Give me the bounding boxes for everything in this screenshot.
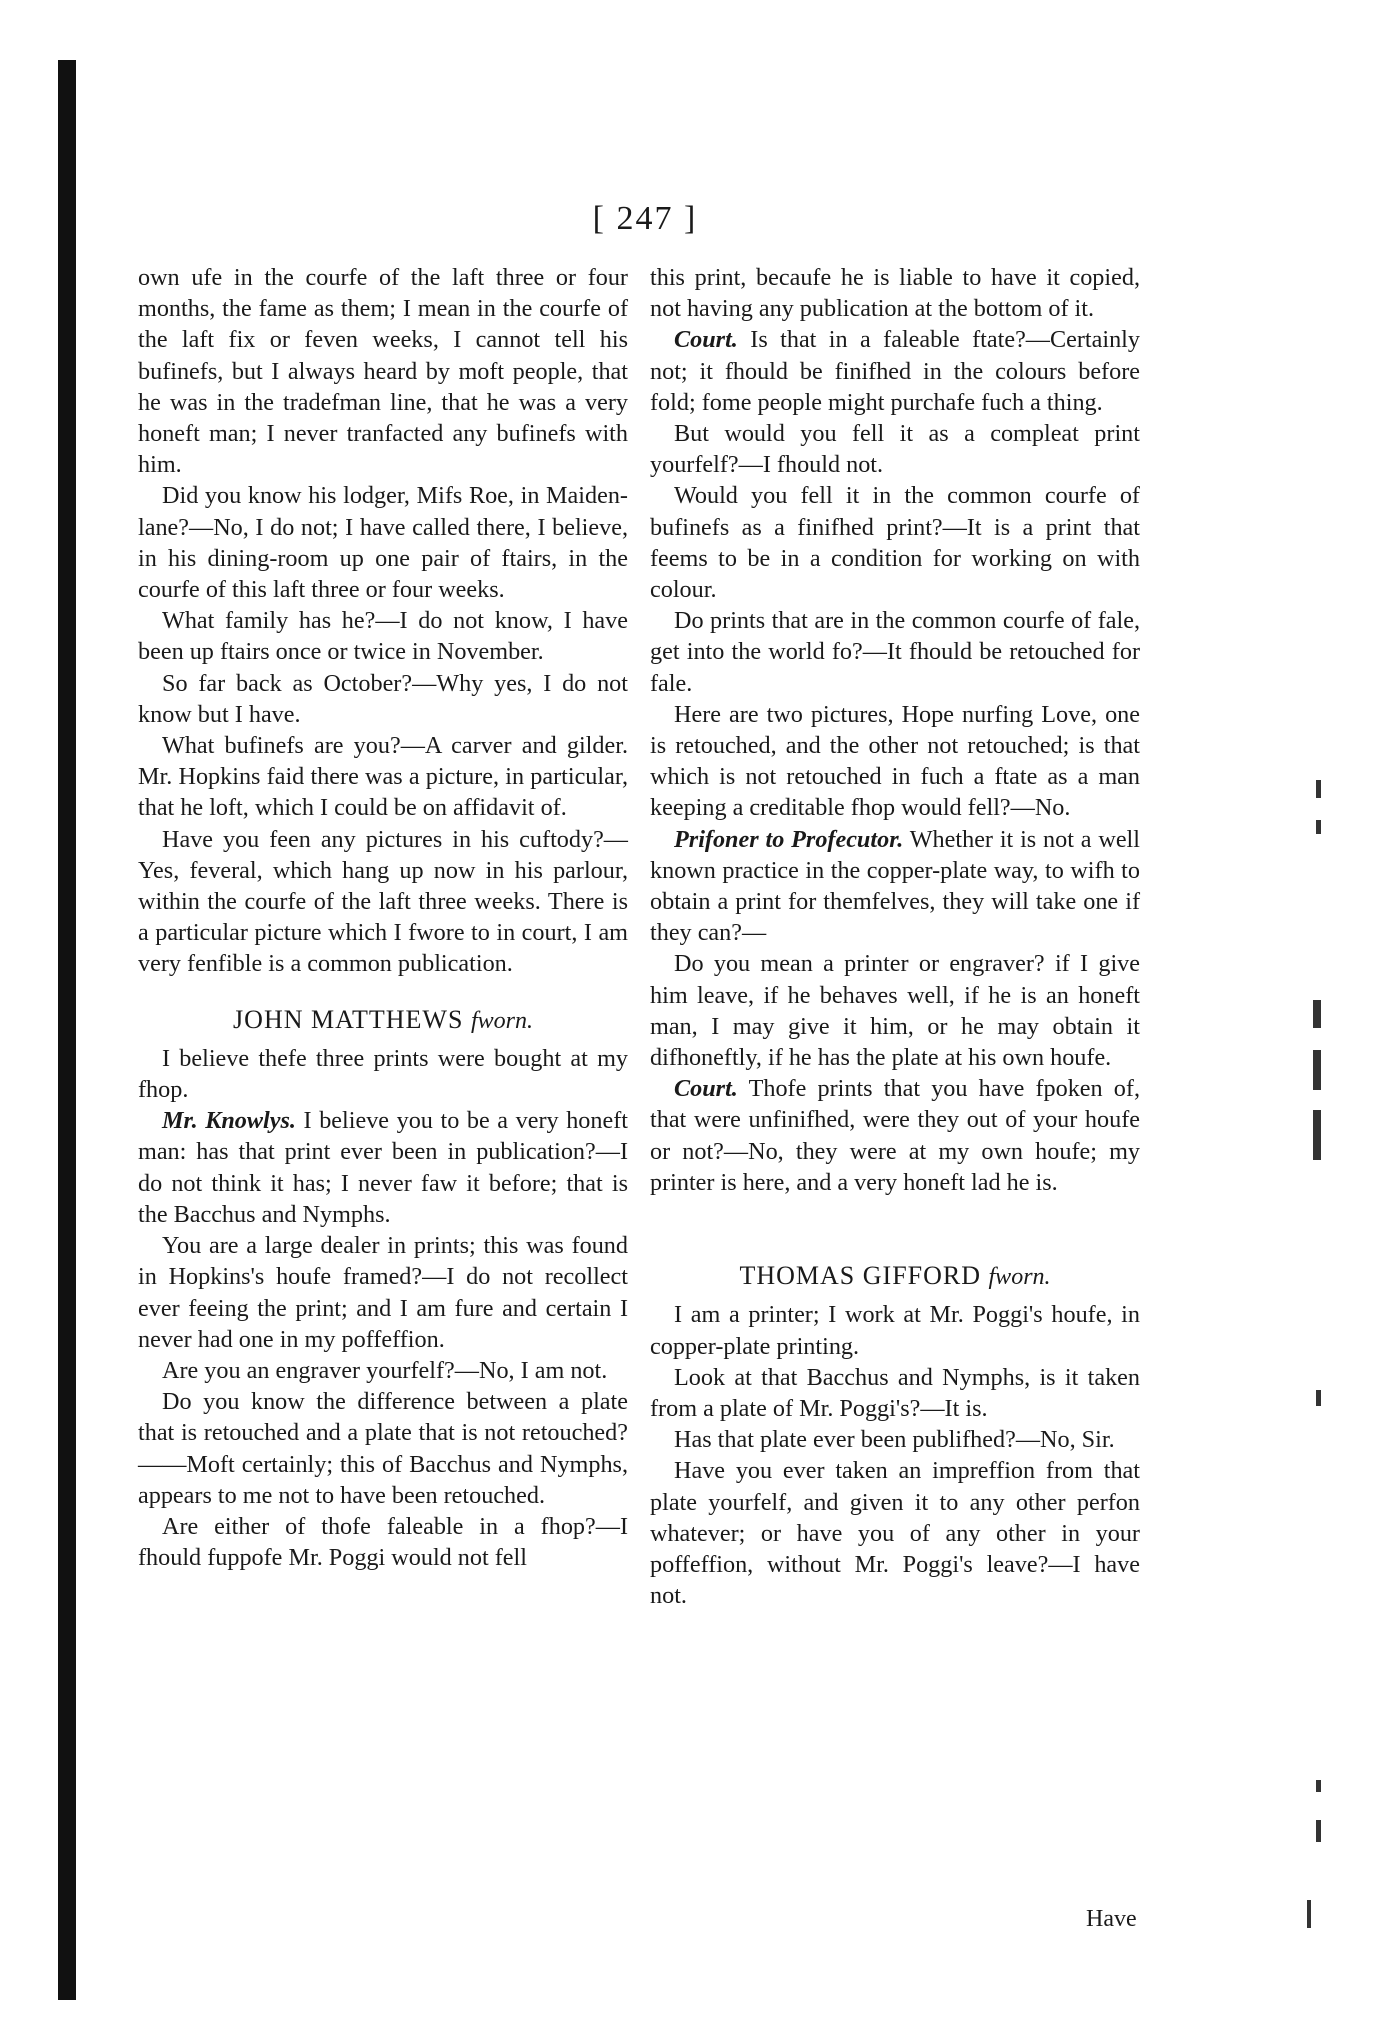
paragraph: Did you know his lodger, Mifs Roe, in Maiden-lane?—No, I do not; I have called there, I believe, in his dining-room up one pair of ftairs, in the courfe of this laft three or four weeks. [138, 482, 628, 604]
scan-artifact [1313, 1000, 1321, 1028]
paragraph: But would you fell it as a compleat print yourfelf?—I fhould not. [650, 420, 1140, 479]
catchword: Have [1086, 1906, 1137, 1932]
paragraph: Look at that Bacchus and Nymphs, is it taken from a plate of Mr. Poggi's?—It is. [650, 1363, 1140, 1422]
witness-heading [650, 1260, 1140, 1293]
sworn-label: fworn. [470, 1007, 533, 1034]
paragraph [138, 1105, 628, 1230]
spacer [650, 1198, 1140, 1236]
paragraph-text: Whether it is not a well known practice in the copper-plate way, to wifh to obtain a print for themfelves, they will take one if they can?— [650, 825, 1140, 947]
scan-artifact [1316, 1390, 1321, 1406]
paragraph: So far back as October?—Why yes, I do not know but I have. [138, 669, 628, 728]
paragraph [650, 1073, 1140, 1198]
paragraph: this print, becaufe he is liable to have it copied, not having any publication at the bottom of it. [650, 264, 1140, 323]
right-column [650, 262, 1140, 1611]
paragraph: own ufe in the courfe of the laft three or four months, the fame as them; I mean in the courfe of the laft fix or feven weeks, I cannot tell his bufinefs, but I always heard by moft people, that he was in the tradefman line, that he was a very honeft man; I never tranfacted any bufinefs with him. [138, 264, 628, 479]
paragraph: Has that plate ever been publifhed?—No, Sir. [674, 1426, 1115, 1454]
scan-artifact [1316, 780, 1321, 798]
paragraph [650, 824, 1140, 949]
paragraph: What bufinefs are you?—A carver and gilder. Mr. Hopkins faid there was a picture, in particular, that he loft, which I could be on affidavit of. [138, 732, 628, 822]
page-number: [ 247 ] [592, 200, 698, 237]
paragraph-text: Thofe prints that you have fpoken of, that were unfinifhed, were they out of your houfe or not?—No, they were at my own houfe; my printer is here, and a very honeft lad he is. [650, 1075, 1140, 1196]
scan-artifact [1316, 1780, 1321, 1792]
scan-artifact [1313, 1110, 1321, 1160]
scan-artifact [1313, 1050, 1321, 1090]
paragraph: You are a large dealer in prints; this was found in Hopkins's houfe framed?—I do not recollect ever feeing the print; and I am fure and certain I never had one in my poffeffion. [138, 1232, 628, 1353]
speaker-label: Prifoner to Profecutor. [674, 825, 904, 853]
paragraph: Have you ever taken an impreffion from that plate yourfelf, and given it to any other perfon whatever; or have you of any other in your poffeffion, without Mr. Poggi's leave?—I have not. [650, 1457, 1140, 1610]
speaker-label: Mr. Knowlys. [162, 1107, 296, 1135]
scan-artifact [1316, 1820, 1321, 1842]
paragraph: Do prints that are in the common courfe of fale, get into the world fo?—It fhould be retouched for fale. [650, 607, 1140, 697]
page-binding-edge [58, 60, 76, 2000]
witness-name: THOMAS GIFFORD [739, 1261, 982, 1291]
paragraph [650, 324, 1140, 418]
paragraph: Are either of thofe faleable in a fhop?—I fhould fuppofe Mr. Poggi would not fell [138, 1512, 628, 1572]
left-column [138, 262, 628, 1573]
speaker-label: Court. [674, 326, 738, 354]
paragraph: Are you an engraver yourfelf?—No, I am not. [162, 1356, 608, 1384]
paragraph: Do you mean a printer or engraver? if I give him leave, if he behaves well, if he is an honeft man, I may give it him, or he may obtain it difhoneftly, if he has the plate at his own houfe. [650, 950, 1140, 1072]
paragraph: What family has he?—I do not know, I have been up ftairs once or twice in November. [138, 607, 628, 666]
scan-artifact [1316, 820, 1321, 834]
paragraph-text: I believe you to be a very honeft man: has that print ever been in publication?—I do not think it has; I never faw it before; that is the Bacchus and Nymphs. [138, 1107, 628, 1228]
paragraph: Have you feen any pictures in his cuftody?—Yes, feveral, which hang up now in his parlour, within the courfe of the laft three weeks. There is a particular picture which I fwore to in court, I am very fenfible is a common publication. [138, 825, 628, 978]
paragraph: Would you fell it in the common courfe of bufinefs as a finifhed print?—It is a print that feems to be in a condition for working on with colour. [650, 482, 1140, 604]
witness-name: JOHN MATTHEWS [233, 1004, 464, 1034]
scan-artifact [1307, 1900, 1311, 1928]
speaker-label: Court. [674, 1075, 738, 1103]
paragraph: Do you know the difference between a plate that is retouched and a plate that is not retouched?——Moft certainly; this of Bacchus and Nymphs, appears to me not to have been retouched. [138, 1388, 628, 1509]
paragraph: I believe thefe three prints were bought at my fhop. [138, 1044, 628, 1104]
paragraph: Here are two pictures, Hope nurfing Love, one is retouched, and the other not retouched; is that which is not retouched in fuch a ftate as a man keeping a creditable fhop would fell?—No. [650, 700, 1140, 822]
sworn-label: fworn. [988, 1264, 1051, 1291]
paragraph: I am a printer; I work at Mr. Poggi's houfe, in copper-plate printing. [650, 1301, 1140, 1360]
paragraph-text: Is that in a faleable ftate?—Certainly not; it fhould be finifhed in the colours before fold; fome people might purchafe fuch a thing. [650, 326, 1140, 416]
witness-heading [138, 1004, 628, 1037]
